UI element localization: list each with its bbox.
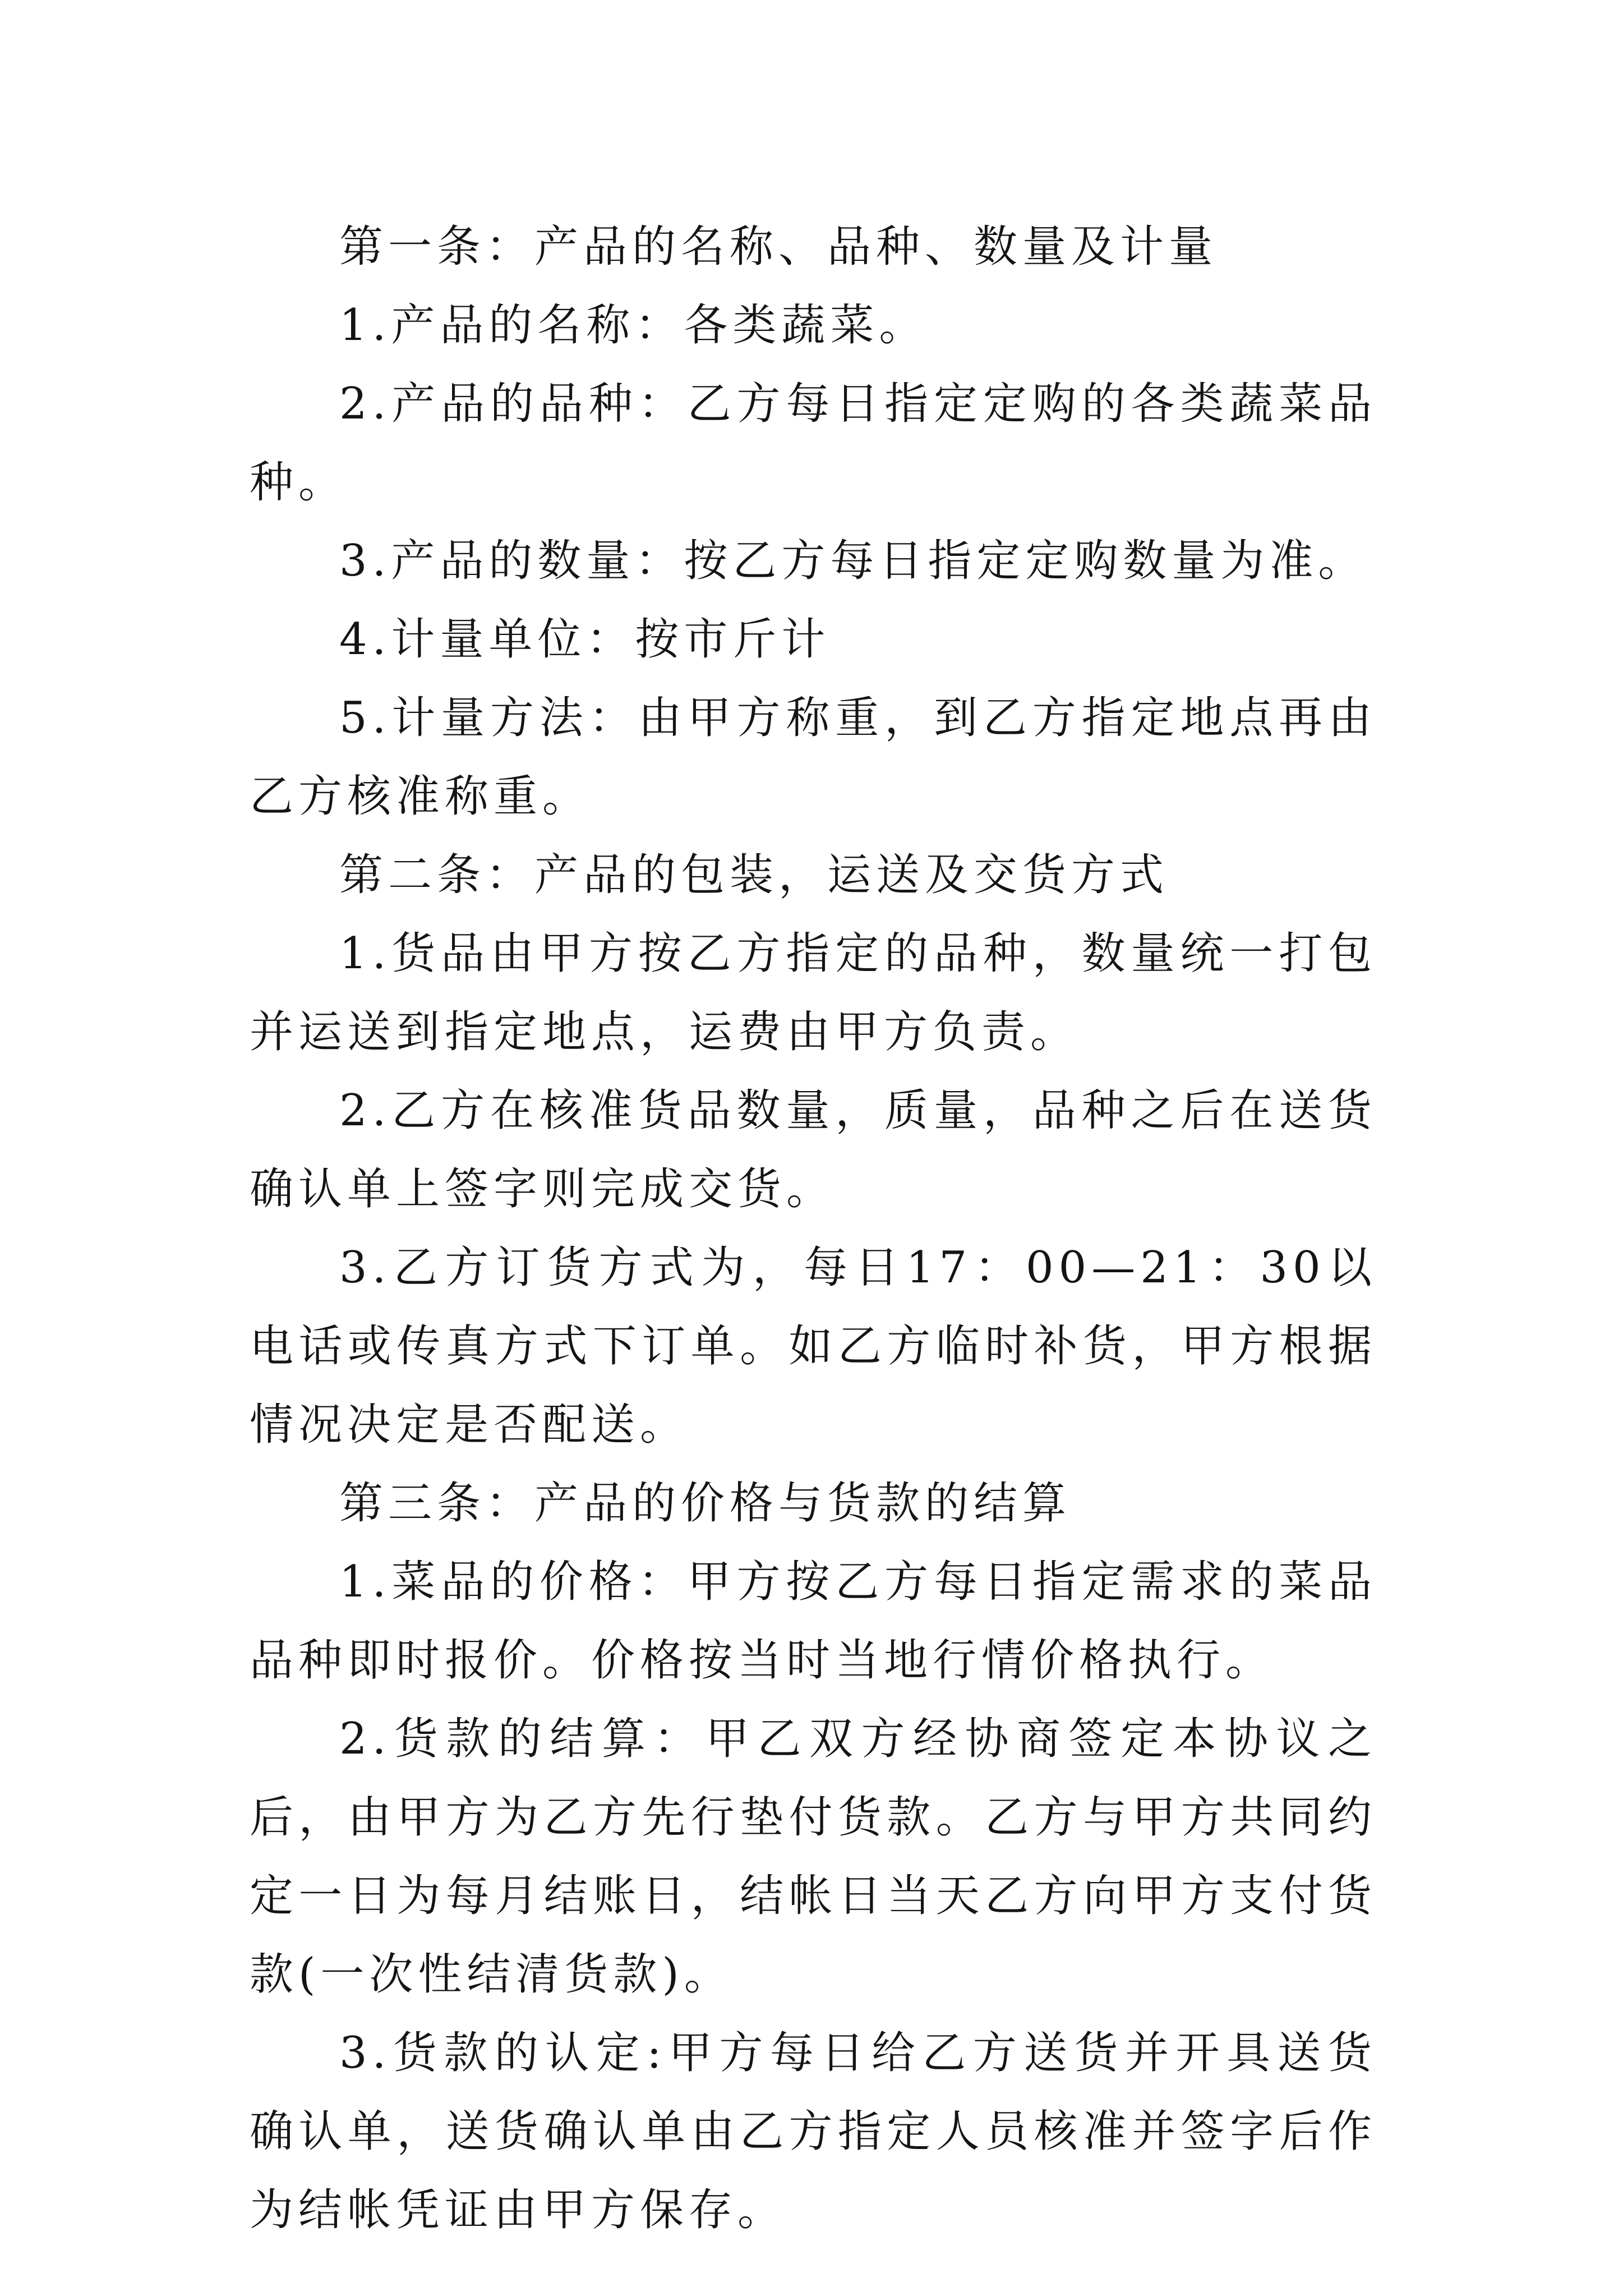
clause-3-item-3: 3.货款的认定:甲方每日给乙方送货并开具送货确认单，送货确认单由乙方指定人员核准并签字后作为结帐凭证由甲方保存。 [250,2028,1377,2235]
clause-1-item-2: 2.产品的品种：乙方每日指定定购的各类蔬菜品种。 [250,379,1377,508]
clause-2-item-1: 1.货品由甲方按乙方指定的品种，数量统一打包并运送到指定地点，运费由甲方负责。 [250,928,1377,1057]
section-heading-2: 第二条：产品的包装，运送及交货方式 [339,850,1169,900]
clause-1-item-4: 4.计量单位：按市斤计 [339,614,831,665]
section-heading-3: 第三条：产品的价格与货款的结算 [339,1478,1072,1529]
clause-3-item-1: 1.菜品的价格：甲方按乙方每日指定需求的菜品品种即时报价。价格按当时当地行情价格执行。 [250,1557,1377,1686]
clause-1-item-5: 5.计量方法：由甲方称重，到乙方指定地点再由乙方核准称重。 [250,693,1377,822]
clause-1-item-1: 1.产品的名称：各类蔬菜。 [339,300,928,351]
clause-3-item-2: 2.货款的结算：甲乙双方经协商签定本协议之后，由甲方为乙方先行垫付货款。乙方与甲方共同约定一日为每月结账日，结帐日当天乙方向甲方支付货款(一次性结清货款)。 [250,1714,1377,2000]
document-body [250,208,1377,2249]
section-heading-1: 第一条：产品的名称、品种、数量及计量 [339,222,1218,272]
clause-2-item-3: 3.乙方订货方式为，每日17：00—21：30以电话或传真方式下订单。如乙方临时补货，甲方根据情况决定是否配送。 [250,1243,1377,1450]
clause-2-item-2: 2.乙方在核准货品数量，质量，品种之后在送货确认单上签字则完成交货。 [250,1085,1377,1214]
clause-1-item-3: 3.产品的数量：按乙方每日指定定购数量为准。 [339,536,1367,586]
